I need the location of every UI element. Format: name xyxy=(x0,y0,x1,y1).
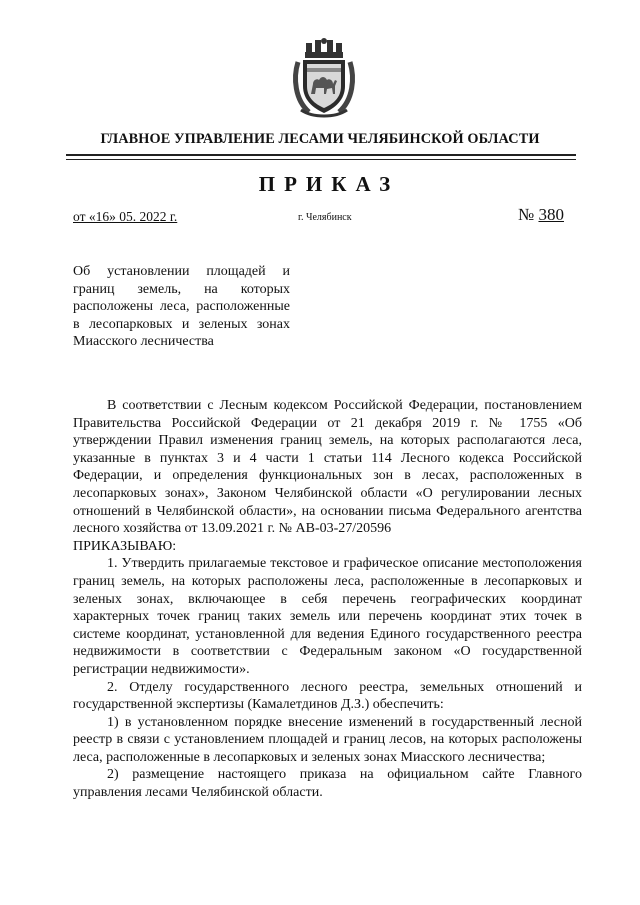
order-item-2-1: 1) в установленном порядке внесение изменений в государственный лесной реестр в связи с установлением площадей и границ лесов, на которых расположены леса, расположенные в лесопарковых и зеленых зонах Миасского лесничества; xyxy=(73,714,582,765)
header-rule-thin xyxy=(66,159,576,160)
preamble-paragraph: В соответствии с Лесным кодексом Российской Федерации, постановлением Правительства Российской Федерации от 21 декабря 2019 г. № 1755 «Об утверждении Правил изменения границ земель, на которых располагаются леса, указанные в пунктах 3 и 4 части 1 статьи 114 Лесного кодекса Российской Федерации, и определения функциональных зон в лесах, расположенных в лесопарковых зонах», Законом Челябинской области «О регулировании лесных отношений в Челябинской области», на основании письма Федерального агентства лесного хозяйства от 13.09.2021 г. № АВ-03-27/20596 xyxy=(73,398,582,537)
issue-city: г. Челябинск xyxy=(298,212,352,223)
order-item-2: 2. Отделу государственного лесного реестра, земельных отношений и государственной экспертизы (Камалетдинов Д.З.) обеспечить: xyxy=(73,679,582,713)
header-rule-thick xyxy=(66,154,576,156)
organization-title: ГЛАВНОЕ УПРАВЛЕНИЕ ЛЕСАМИ ЧЕЛЯБИНСКОЙ ОБЛАСТИ xyxy=(100,131,540,147)
order-word: ПРИКАЗЫВАЮ: xyxy=(73,538,177,554)
order-subject: Об установлении площадей и границ земель, на которых расположены леса, расположенные в лесопарковых и зеленых зонах Миасского лесничества xyxy=(73,264,290,349)
order-number-value: 380 xyxy=(538,205,564,224)
order-number xyxy=(518,205,564,225)
order-body xyxy=(73,397,582,802)
coat-of-arms-icon xyxy=(291,38,357,118)
document-type-heading: ПРИКАЗ xyxy=(258,172,400,196)
order-item-1: 1. Утвердить прилагаемые текстовое и графическое описание местоположения границ земель, на которых расположены леса, расположенные в лесопарковых и зеленых зонах, включающее в себя перечень географических координат характерных точек границ таких земель или перечень координат этих точек в системе координат, установленной для ведения Единого государственного реестра недвижимости в соответствии с Федеральным законом «О государственной регистрации недвижимости». xyxy=(73,556,582,677)
order-number-prefix: № xyxy=(518,205,539,224)
order-date: от «16» 05. 2022 г. xyxy=(73,209,178,224)
order-item-2-2: 2) размещение настоящего приказа на официальном сайте Главного управления лесами Челябинской области. xyxy=(73,767,582,801)
